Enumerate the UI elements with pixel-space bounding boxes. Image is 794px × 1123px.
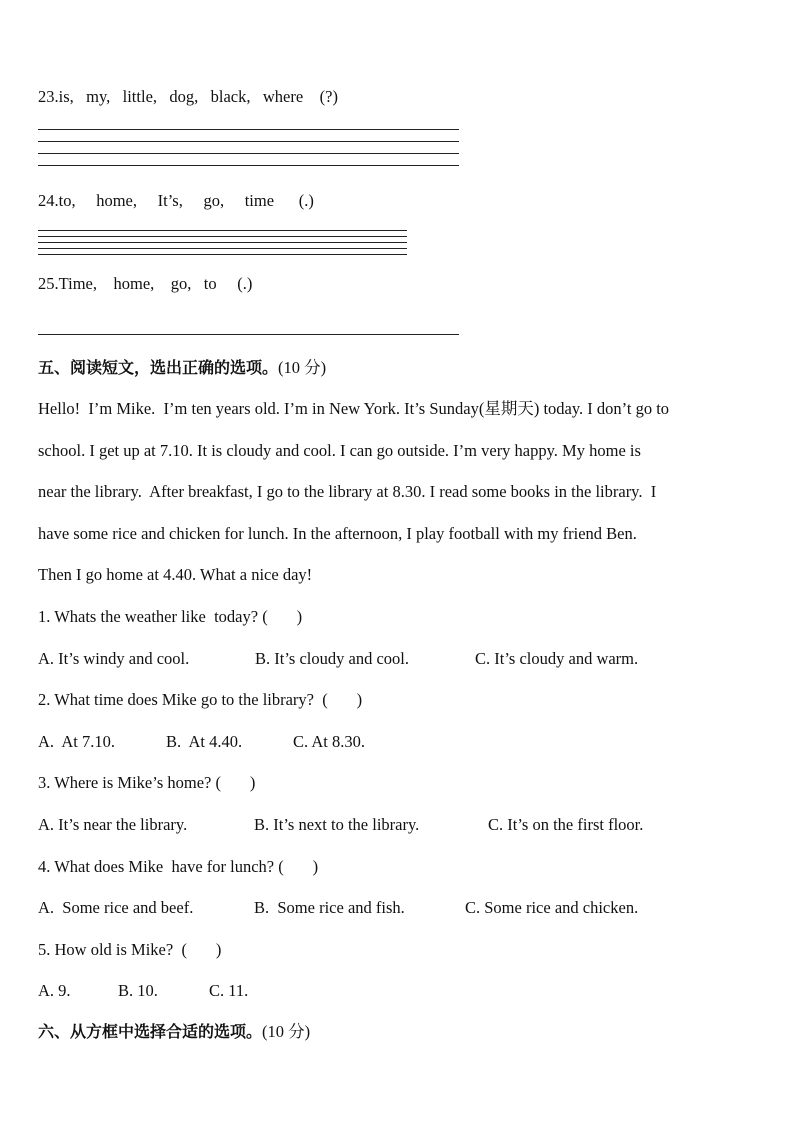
option-c[interactable]: C. Some rice and chicken.	[465, 898, 639, 917]
option-c[interactable]: C. It’s cloudy and warm.	[475, 649, 639, 668]
question-24: 24.to, home, It’s, go, time (.)	[38, 191, 314, 210]
reading-question-3: 3. Where is Mike’s home? ( )	[38, 773, 256, 792]
answer-line[interactable]	[38, 236, 407, 237]
answer-line[interactable]	[38, 129, 459, 130]
passage-line: school. I get up at 7.10. It is cloudy and cool. I can go outside. I’m very happy. My home is	[38, 441, 641, 460]
option-b[interactable]: B. 10.	[118, 981, 158, 1000]
answer-line[interactable]	[38, 153, 459, 154]
option-a[interactable]: A. It’s windy and cool.	[38, 649, 190, 668]
reading-question-2: 2. What time does Mike go to the library? ( )	[38, 690, 363, 709]
option-c[interactable]: C. 11.	[209, 981, 249, 1000]
option-a[interactable]: A. 9.	[38, 981, 71, 1000]
option-b[interactable]: B. It’s cloudy and cool.	[255, 649, 409, 668]
question-25: 25.Time, home, go, to (.)	[38, 274, 253, 293]
passage-line: Hello! I’m Mike. I’m ten years old. I’m in New York. It’s Sunday(星期天) today. I don’t go to	[38, 399, 670, 418]
option-a[interactable]: A. It’s near the library.	[38, 815, 188, 834]
passage-line: near the library. After breakfast, I go to the library at 8.30. I read some books in the library. I	[38, 482, 657, 501]
option-b[interactable]: B. Some rice and fish.	[254, 898, 405, 917]
answer-line[interactable]	[38, 230, 407, 231]
question-23: 23.is, my, little, dog, black, where (?)	[38, 87, 338, 106]
option-c[interactable]: C. It’s on the first floor.	[488, 815, 644, 834]
reading-question-5: 5. How old is Mike? ( )	[38, 940, 222, 959]
option-a[interactable]: A. Some rice and beef.	[38, 898, 194, 917]
section-6-title: 六、从方框中选择合适的选项。	[38, 1022, 263, 1041]
section-5-heading	[38, 358, 326, 378]
reading-question-1: 1. Whats the weather like today? ( )	[38, 607, 303, 626]
option-c[interactable]: C. At 8.30.	[293, 732, 365, 751]
section-5-score: (10 分)	[278, 358, 327, 377]
section-5-title: 五、阅读短文，选出正确的选项。	[38, 358, 279, 377]
answer-line[interactable]	[38, 242, 407, 243]
answer-line[interactable]	[38, 334, 459, 335]
answer-line[interactable]	[38, 248, 407, 249]
answer-line[interactable]	[38, 165, 459, 166]
option-a[interactable]: A. At 7.10.	[38, 732, 116, 751]
passage-line: Then I go home at 4.40. What a nice day!	[38, 565, 313, 584]
option-b[interactable]: B. It’s next to the library.	[254, 815, 420, 834]
section-6-heading	[38, 1022, 310, 1042]
answer-line[interactable]	[38, 141, 459, 142]
reading-question-4: 4. What does Mike have for lunch? ( )	[38, 857, 319, 876]
option-b[interactable]: B. At 4.40.	[166, 732, 243, 751]
answer-line[interactable]	[38, 254, 407, 255]
section-6-score: (10 分)	[262, 1022, 311, 1041]
passage-line: have some rice and chicken for lunch. In the afternoon, I play football with my friend Ben.	[38, 524, 637, 543]
